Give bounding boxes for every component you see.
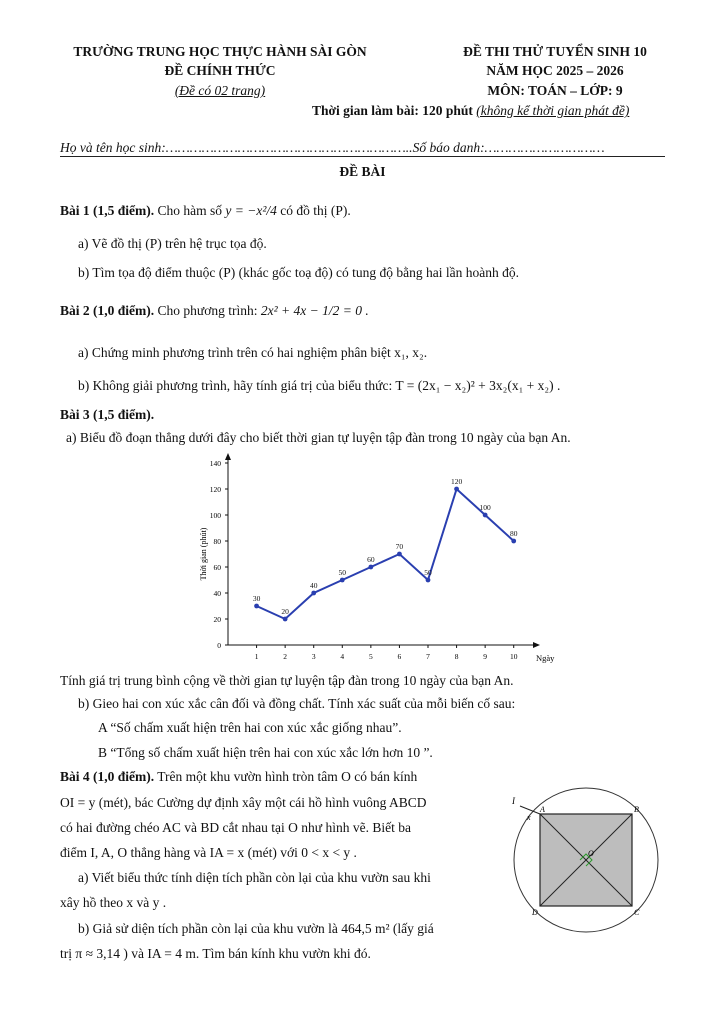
data-label: 70 <box>395 542 404 551</box>
q3-after: Tính giá trị trung bình cộng về thời gian tự luyện tập đàn trong 10 ngày của bạn An. <box>60 673 514 688</box>
x-tick-label: 2 <box>283 652 288 661</box>
data-label: 30 <box>252 594 261 603</box>
x-tick-label: 8 <box>454 652 459 661</box>
school-year: NĂM HỌC 2025 – 2026 <box>486 63 624 78</box>
student-name-field: Họ và tên học sinh:…………………………………………………….. <box>60 140 413 155</box>
q2-a: a) Chứng minh phương trình trên có hai nghiệm phân biệt x₁, x₂. <box>78 345 428 360</box>
section-title: ĐỀ BÀI <box>339 164 386 179</box>
data-point <box>483 513 488 518</box>
student-id-field: Số báo danh:………………………… <box>412 140 605 155</box>
data-label: 50 <box>424 568 432 577</box>
y-tick-label: 100 <box>209 511 221 520</box>
data-point <box>511 539 516 544</box>
chart-y-label: Thời gian (phút) <box>199 527 208 581</box>
q1-b: b) Tìm tọa độ điểm thuộc (P) (khác gốc toạ độ) có tung độ bằng hai lần hoành độ. <box>78 265 520 280</box>
data-label: 40 <box>309 581 318 590</box>
x-tick-label: 4 <box>340 652 345 661</box>
q4-l1: Trên một khu vườn hình tròn tâm O có bán kính <box>157 769 418 784</box>
chart-x-ticks <box>255 645 518 661</box>
label-o: O <box>588 849 594 858</box>
q3-event-a: A “Số chấm xuất hiện trên hai con xúc xắc giống nhau”. <box>98 720 402 735</box>
data-label: 20 <box>281 607 289 616</box>
q1-text2: có đồ thị (P). <box>280 203 351 218</box>
data-point <box>426 578 431 583</box>
q4-l2: OI = y (mét), bác Cường dự định xây một cái hồ hình vuông ABCD <box>60 795 427 810</box>
q3-head: Bài 3 (1,5 điểm). <box>60 407 155 422</box>
q1-func: y = −x²/4 <box>225 203 277 218</box>
exam-title: ĐỀ THI THỬ TUYỂN SINH 10 <box>463 44 647 59</box>
q1-head: Bài 1 (1,5 điểm). <box>60 203 155 218</box>
label-i: I <box>512 796 515 806</box>
school-name: TRƯỜNG TRUNG HỌC THỰC HÀNH SÀI GÒN <box>73 44 367 59</box>
divider <box>60 156 665 157</box>
y-tick-label: 40 <box>213 589 221 598</box>
chart-data-labels <box>253 477 518 616</box>
x-tick-label: 6 <box>397 652 402 661</box>
data-point <box>454 487 459 492</box>
q4-a2: xây hồ theo x và y . <box>60 895 167 910</box>
subject: MÔN: TOÁN – LỚP: 9 <box>487 83 623 98</box>
x-axis-arrow <box>533 642 540 648</box>
label-x: x <box>527 813 531 822</box>
x-tick-label: 7 <box>426 652 430 661</box>
y-tick-label: 0 <box>217 641 221 650</box>
data-label: 60 <box>367 555 375 564</box>
q3-b: b) Gieo hai con xúc xắc cân đối và đồng chất. Tính xác suất của mỗi biến cố sau: <box>78 696 516 711</box>
q4-line1 <box>60 769 417 785</box>
q4-b1: b) Giả sử diện tích phần còn lại của khu vườn là 464,5 m² (lấy giá <box>78 921 434 936</box>
q2-head: Bài 2 (1,0 điểm). <box>60 303 155 318</box>
x-tick-label: 10 <box>509 652 518 661</box>
q4-b2: trị π ≈ 3,14 ) và IA = 4 m. Tìm bán kính khu vườn khi đó. <box>60 946 371 961</box>
y-tick-label: 80 <box>213 537 221 546</box>
x-tick-label: 1 <box>254 652 259 661</box>
pages-note: (Đề có 02 trang) <box>174 83 266 98</box>
q2-line <box>60 303 369 319</box>
q2-text: Cho phương trình: <box>157 303 258 318</box>
line-chart <box>190 450 555 670</box>
data-point <box>397 552 402 557</box>
x-tick-label: 5 <box>368 652 373 661</box>
label-c: C <box>634 908 640 917</box>
time-line <box>312 103 629 119</box>
label-b: B <box>634 805 639 814</box>
data-label: 120 <box>450 477 463 486</box>
x-tick-label: 9 <box>483 652 488 661</box>
label-d: D <box>532 908 538 917</box>
q1-line <box>60 203 351 219</box>
circle-square-figure <box>500 780 680 970</box>
q3-event-b: B “Tổng số chấm xuất hiện trên hai con xúc xắc lớn hơn 10 ”. <box>98 745 433 760</box>
y-tick-label: 140 <box>209 459 221 468</box>
label-a: A <box>540 805 545 814</box>
data-point <box>283 617 288 622</box>
q4-l4: điểm I, A, O thẳng hàng và IA = x (mét) với 0 < x < y . <box>60 845 357 860</box>
chart-axes <box>225 453 540 648</box>
q1-a: a) Vẽ đồ thị (P) trên hệ trục tọa độ. <box>78 236 267 251</box>
q4-head: Bài 4 (1,0 điểm). <box>60 769 155 784</box>
student-line <box>60 140 605 156</box>
data-point <box>311 591 316 596</box>
chart-x-label: Ngày <box>536 653 555 663</box>
chart-series-line <box>257 489 514 619</box>
y-axis-arrow <box>225 453 231 460</box>
official-label: ĐỀ CHÍNH THỨC <box>164 63 276 78</box>
q4-l3: có hai đường chéo AC và BD cắt nhau tại O như hình vẽ. Biết ba <box>60 820 411 835</box>
y-tick-label: 60 <box>213 563 221 572</box>
data-label: 50 <box>338 568 347 577</box>
y-tick-label: 20 <box>213 615 221 624</box>
data-point <box>368 565 373 570</box>
data-label: 80 <box>509 529 518 538</box>
data-point <box>340 578 345 583</box>
data-point <box>254 604 259 609</box>
chart-y-ticks <box>210 459 228 650</box>
x-tick-label: 3 <box>311 652 316 661</box>
y-tick-label: 120 <box>209 485 221 494</box>
q3-a: a) Biểu đồ đoạn thẳng dưới đây cho biết thời gian tự luyện tập đàn trong 10 ngày của bạn An. <box>66 430 571 445</box>
time-note: (không kể thời gian phát đề) <box>476 103 630 118</box>
time-label: Thời gian làm bài: 120 phút <box>312 103 473 118</box>
q2-eq: 2x² + 4x − 1/2 = 0 . <box>260 303 369 318</box>
q2-b: b) Không giải phương trình, hãy tính giá trị của biểu thức: T = (2x₁ − x₂)² + 3x₂(x₁ + x₂) . <box>78 378 561 393</box>
q1-text: Cho hàm số <box>157 203 223 218</box>
q4-a1: a) Viết biểu thức tính diện tích phần còn lại của khu vườn sau khi <box>78 870 431 885</box>
data-label: 100 <box>479 503 491 512</box>
